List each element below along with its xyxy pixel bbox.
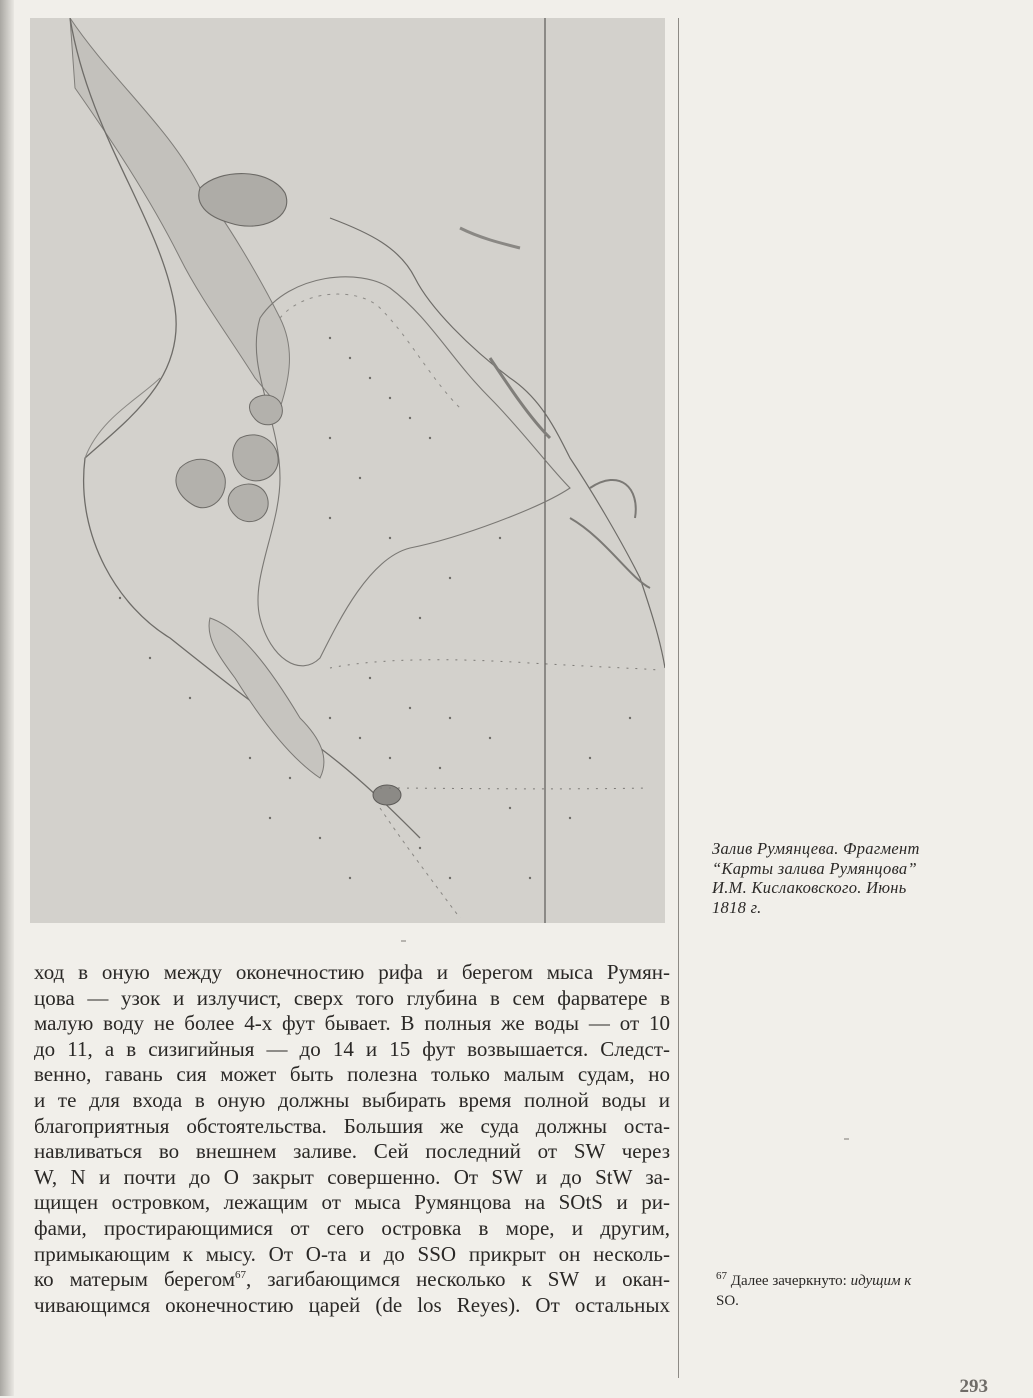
footnote-reference[interactable]: 67 [234,1269,246,1282]
body-line: чивающимся оконечностию царей (de los Reyes). От остальных [34,1292,670,1317]
body-line: W, N и почти до O закрыт совершенно. От SW и до StW за- [34,1164,670,1189]
body-line: фами, простирающимися от сего островка в море, и другим, [34,1215,670,1240]
print-speck [401,940,406,942]
body-line: щищен островком, лежащим от мыса Румянцова на SOtS и ри- [34,1190,670,1215]
body-line-text: , загибающимся несколько к SW и окан- [245,1267,671,1292]
caption-line: 1818 г. [712,897,762,917]
body-line: венно, гавань сия может быть полезна только малым судам, но [34,1062,670,1087]
body-line: цова — узок и излучист, сверх того глубина в сем фарватере в [34,985,670,1010]
caption-line: И.М. Кислаковского. Июнь [712,878,907,897]
body-line: благоприятныя обстоятельства. Большия же суда должны оста- [34,1113,670,1138]
column-divider [678,18,679,1378]
page-edge-shadow [0,0,14,1396]
body-line: до 11, а в сизигийныя — до 14 и 15 фут возвышается. Следст- [34,1036,670,1061]
body-line: ход в оную между оконечностию рифа и берегом мыса Румян- [34,960,670,984]
map-plate [30,18,665,923]
footnote-continuation: SO. [716,1293,739,1309]
page-number: 293 [959,1376,988,1397]
caption-line: “Карты залива Румянцова” [712,858,917,878]
footnote-text: Далее зачеркнуто: [727,1273,851,1289]
bay-map-illustration [30,18,665,923]
body-line-text: ко матерым берегом [34,1267,235,1292]
caption-line: Залив Румянцева. Фрагмент [712,839,920,858]
body-text [34,960,670,1318]
footnote-line [716,1271,986,1291]
body-line: малую воду не более 4-х фут бывает. В полныя же воды — от 10 [34,1011,670,1036]
footnote-mark: 67 [716,1270,727,1282]
figure-caption [712,839,984,917]
footnote [716,1271,986,1311]
body-line: примыкающим к мысу. От O-та и до SSO прикрыт он несколь- [34,1241,670,1266]
body-line: навливаться во внешнем заливе. Сей последний от SW через [34,1139,670,1164]
footnote-italic-text: идущим к [850,1273,912,1289]
body-line: и те для входа в оную должны выбирать время полной воды и [34,1087,670,1112]
body-line-with-note [34,1267,670,1293]
print-speck [844,1138,849,1140]
